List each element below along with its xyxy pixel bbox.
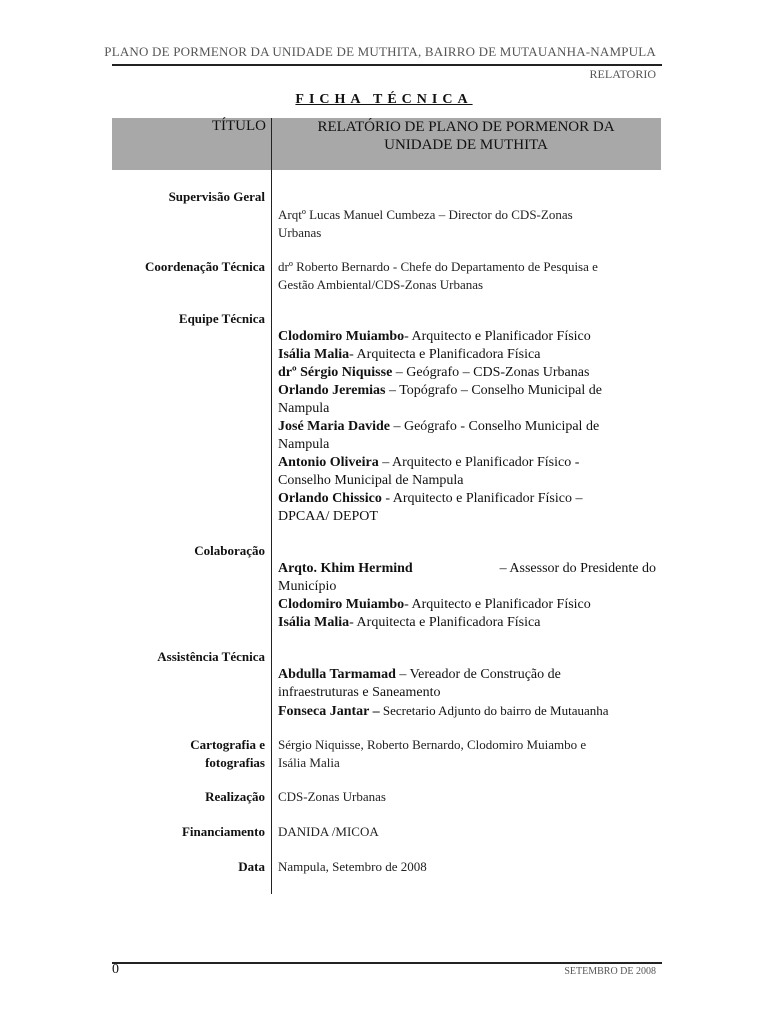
assistant-name: Abdulla Tarmamad <box>278 667 396 682</box>
text-line: Urbanas <box>278 225 322 240</box>
member-role-cont: Conselho Municipal de Nampula <box>278 473 464 488</box>
assistant <box>278 702 656 721</box>
financiamento-value: DANIDA /MICOA <box>278 824 379 839</box>
page-number: 0 <box>112 962 119 977</box>
title-value-line: UNIDADE DE MUTHITA <box>384 137 548 153</box>
team-member <box>278 328 656 346</box>
member-role: - Arquitecto e Planificador Físico <box>404 329 591 344</box>
footer-rule <box>112 962 662 964</box>
assistencia-value <box>278 666 656 721</box>
realizacao-label: Realização <box>205 789 265 804</box>
assistant-role: Secretario Adjunto do bairro de Mutauanha <box>379 703 609 718</box>
collaborator <box>278 560 656 578</box>
member-name: Orlando Jeremias <box>278 383 386 398</box>
team-member <box>278 418 656 436</box>
team-member <box>278 346 656 364</box>
member-role: – Geógrafo - Conselho Municipal de <box>389 419 600 434</box>
text-line: Sérgio Niquisse, Roberto Bernardo, Clodomiro Muiambo e <box>278 737 587 752</box>
realizacao-value: CDS-Zonas Urbanas <box>278 789 386 804</box>
member-role-cont: Nampula <box>278 437 330 452</box>
colaboracao-value <box>278 560 656 632</box>
header-title: PLANO DE PORMENOR DA UNIDADE DE MUTHITA, BAIRRO DE MUTAUANHA-NAMPULA <box>104 44 656 59</box>
collaborator-name: Arqto. Khim Hermind <box>278 561 413 576</box>
data-label: Data <box>238 859 265 874</box>
collaborator-name: Isália Malia <box>278 615 350 630</box>
member-name: Clodomiro Muiambo <box>278 329 405 344</box>
member-name: José Maria Davide <box>278 419 390 434</box>
footer-date: SETEMBRO DE 2008 <box>564 966 656 977</box>
financiamento-label: Financiamento <box>181 824 265 839</box>
supervisao-value <box>278 206 656 242</box>
member-role: - Arquitecta e Planificadora Física <box>349 347 541 362</box>
collaborator-role-cont: Município <box>278 579 337 594</box>
assistant-role-cont: infraestruturas e Saneamento <box>278 685 441 700</box>
member-role: - Arquitecto e Planificador Físico – <box>381 491 583 506</box>
member-name: Orlando Chissico <box>278 491 382 506</box>
coordenacao-label: Coordenação Técnica <box>145 259 265 274</box>
assistencia-label: Assistência Técnica <box>157 649 265 664</box>
collaborator-name: Clodomiro Muiambo <box>278 597 405 612</box>
header-rule <box>112 64 662 66</box>
collaborator-role: – Assessor do Presidente do <box>499 561 656 576</box>
supervisao-label: Supervisão Geral <box>168 189 265 204</box>
cartografia-label <box>112 736 265 772</box>
member-name: Antonio Oliveira <box>278 455 379 470</box>
text-line: Isália Malia <box>278 755 340 770</box>
member-name: Isália Malia <box>278 347 350 362</box>
page-heading-text: FICHA TÉCNICA <box>295 92 473 107</box>
assistant <box>278 666 656 684</box>
equipe-value <box>278 328 656 526</box>
team-member <box>278 382 656 400</box>
collaborator-role: - Arquitecta e Planificadora Física <box>349 615 541 630</box>
member-role: – Topógrafo – Conselho Municipal de <box>385 383 602 398</box>
text-line: Arqtº Lucas Manuel Cumbeza – Director do CDS-Zonas <box>278 207 573 222</box>
coordenacao-value <box>278 258 656 294</box>
page-heading <box>0 92 768 108</box>
text-line: Gestão Ambiental/CDS-Zonas Urbanas <box>278 277 484 292</box>
title-value-line: RELATÓRIO DE PLANO DE PORMENOR DA <box>317 119 615 135</box>
colaboracao-label: Colaboração <box>194 543 265 558</box>
title-label: TÍTULO <box>211 118 266 134</box>
label-line: fotografias <box>205 755 265 770</box>
collaborator <box>278 614 656 632</box>
collaborator-role: - Arquitecto e Planificador Físico <box>404 597 591 612</box>
equipe-label: Equipe Técnica <box>178 311 265 326</box>
team-member <box>278 454 656 472</box>
team-member <box>278 490 656 508</box>
text-line: drº Roberto Bernardo - Chefe do Departamento de Pesquisa e <box>278 259 598 274</box>
header-subtitle: RELATORIO <box>589 67 656 81</box>
data-value: Nampula, Setembro de 2008 <box>278 859 427 874</box>
team-member <box>278 364 656 382</box>
title-value <box>276 118 656 154</box>
collaborator <box>278 596 656 614</box>
member-name: drº Sérgio Niquisse <box>278 365 393 380</box>
cartografia-value <box>278 736 656 772</box>
member-role: – Arquitecto e Planificador Físico - <box>378 455 580 470</box>
member-role-cont: Nampula <box>278 401 330 416</box>
member-role-cont: DPCAA/ DEPOT <box>278 509 378 524</box>
assistant-role: – Vereador de Construção de <box>395 667 561 682</box>
assistant-name: Fonseca Jantar – <box>278 704 380 719</box>
label-line: Cartografia e <box>190 737 265 752</box>
member-role: – Geógrafo – CDS-Zonas Urbanas <box>392 365 590 380</box>
column-divider <box>271 118 272 894</box>
